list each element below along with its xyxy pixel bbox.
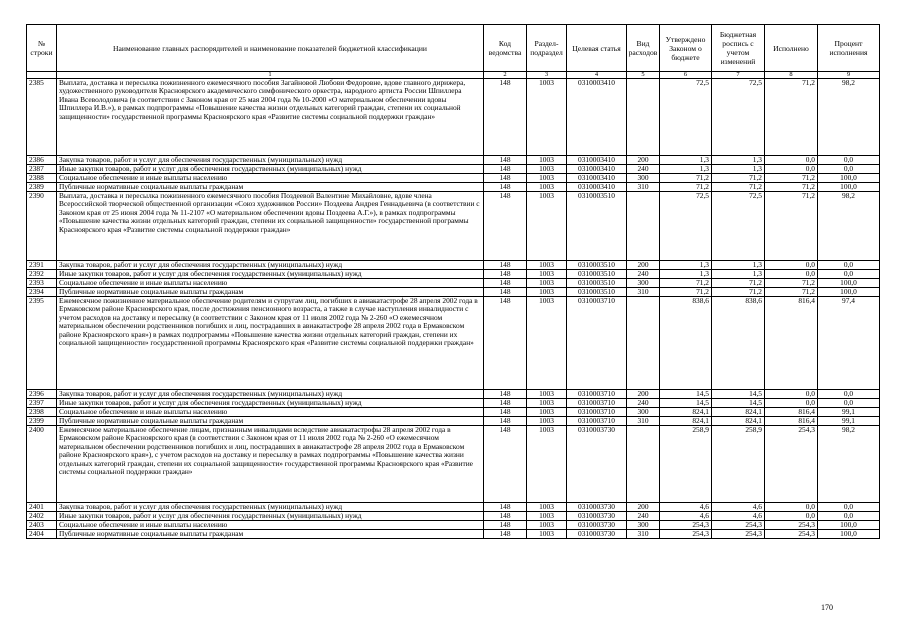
- table-header-row: [27, 25, 880, 72]
- executed-cell: 816,4: [765, 417, 818, 426]
- department-code-cell: 148: [484, 417, 527, 426]
- budget-schedule-cell: 71,2: [712, 174, 765, 183]
- section-cell: 1003: [527, 530, 567, 539]
- row-name-cell: Публичные нормативные социальные выплаты гражданам: [57, 530, 484, 539]
- department-code-cell: 148: [484, 279, 527, 288]
- section-cell: 1003: [527, 288, 567, 297]
- table-row: [27, 417, 880, 426]
- row-number-cell: 2396: [27, 390, 57, 399]
- section-cell: 1003: [527, 279, 567, 288]
- section-cell: 1003: [527, 521, 567, 530]
- section-cell: 1003: [527, 426, 567, 503]
- section-cell: 1003: [527, 183, 567, 192]
- budget-document: [26, 24, 879, 539]
- row-name-cell: Закупка товаров, работ и услуг для обеспечения государственных (муниципальных) нужд: [57, 156, 484, 165]
- row-number-cell: 2392: [27, 270, 57, 279]
- executed-cell: 0,0: [765, 261, 818, 270]
- approved-cell: 1,3: [660, 261, 712, 270]
- executed-cell: 0,0: [765, 270, 818, 279]
- percent-cell: 98,2: [818, 426, 880, 503]
- column-number: 5: [627, 72, 660, 79]
- section-cell: 1003: [527, 390, 567, 399]
- target-item-cell: 0310003410: [567, 183, 627, 192]
- row-name-cell: Социальное обеспечение и иные выплаты населению: [57, 408, 484, 417]
- executed-cell: 0,0: [765, 512, 818, 521]
- row-number-cell: 2395: [27, 297, 57, 390]
- target-item-cell: 0310003730: [567, 512, 627, 521]
- approved-cell: 72,5: [660, 192, 712, 261]
- target-item-cell: 0310003510: [567, 270, 627, 279]
- expense-type-cell: 300: [627, 408, 660, 417]
- target-item-cell: 0310003730: [567, 503, 627, 512]
- approved-cell: 71,2: [660, 174, 712, 183]
- budget-schedule-cell: 71,2: [712, 279, 765, 288]
- executed-cell: 0,0: [765, 390, 818, 399]
- row-number-cell: 2394: [27, 288, 57, 297]
- row-name-cell: Выплата, доставка и пересылка пожизненного ежемесячного пособия Поздеевой Валентине Михайловне, вдове члена Всероссийской творческой общественной организации «Союз художников России» Поздеева Андрея Геннадьевича (в соответствии с Законом края от 25 июня 2004 года № 11-2107 «О материальном обеспечении вдовы Поздеева А.Г.»), в рамках подпрограммы «Повышение качества жизни отдельных категорий граждан, степени их социальной защищенности» государственной программы Красноярского края «Развитие системы социальной поддержки граждан»: [57, 192, 484, 261]
- row-number-cell: 2398: [27, 408, 57, 417]
- expense-type-cell: 200: [627, 503, 660, 512]
- target-item-cell: 0310003730: [567, 530, 627, 539]
- approved-cell: 14,5: [660, 399, 712, 408]
- target-item-cell: 0310003410: [567, 79, 627, 156]
- executed-cell: 0,0: [765, 156, 818, 165]
- department-code-cell: 148: [484, 399, 527, 408]
- table-row: [27, 79, 880, 156]
- table-row: [27, 512, 880, 521]
- executed-cell: 816,4: [765, 408, 818, 417]
- table-row: [27, 297, 880, 390]
- target-item-cell: 0310003710: [567, 390, 627, 399]
- column-number: 2: [484, 72, 527, 79]
- executed-cell: 71,2: [765, 183, 818, 192]
- expense-type-cell: 240: [627, 165, 660, 174]
- expense-type-cell: 240: [627, 399, 660, 408]
- department-code-cell: 148: [484, 79, 527, 156]
- percent-cell: 100,0: [818, 279, 880, 288]
- row-name-cell: Закупка товаров, работ и услуг для обеспечения государственных (муниципальных) нужд: [57, 390, 484, 399]
- target-item-cell: 0310003410: [567, 156, 627, 165]
- department-code-cell: 148: [484, 183, 527, 192]
- table-row: [27, 183, 880, 192]
- expense-type-cell: [627, 79, 660, 156]
- approved-cell: 824,1: [660, 408, 712, 417]
- budget-schedule-cell: 254,3: [712, 521, 765, 530]
- table-row: [27, 156, 880, 165]
- budget-schedule-cell: 4,6: [712, 503, 765, 512]
- row-number-cell: 2397: [27, 399, 57, 408]
- percent-cell: 98,2: [818, 192, 880, 261]
- row-number-cell: 2387: [27, 165, 57, 174]
- department-code-cell: 148: [484, 512, 527, 521]
- target-item-cell: 0310003410: [567, 174, 627, 183]
- budget-schedule-cell: 72,5: [712, 79, 765, 156]
- section-cell: 1003: [527, 192, 567, 261]
- percent-cell: 100,0: [818, 521, 880, 530]
- row-name-cell: Социальное обеспечение и иные выплаты населению: [57, 174, 484, 183]
- approved-cell: 824,1: [660, 417, 712, 426]
- expense-type-cell: 300: [627, 174, 660, 183]
- section-cell: 1003: [527, 417, 567, 426]
- section-cell: 1003: [527, 261, 567, 270]
- target-item-cell: 0310003510: [567, 261, 627, 270]
- department-code-cell: 148: [484, 408, 527, 417]
- column-number: 9: [818, 72, 880, 79]
- row-name-cell: Иные закупки товаров, работ и услуг для обеспечения государственных (муниципальных) нужд: [57, 270, 484, 279]
- executed-cell: 71,2: [765, 79, 818, 156]
- column-number: 4: [567, 72, 627, 79]
- expense-type-cell: 300: [627, 521, 660, 530]
- department-code-cell: 148: [484, 426, 527, 503]
- budget-schedule-cell: 1,3: [712, 156, 765, 165]
- approved-cell: 254,3: [660, 530, 712, 539]
- target-item-cell: 0310003710: [567, 417, 627, 426]
- row-name-cell: Публичные нормативные социальные выплаты гражданам: [57, 183, 484, 192]
- section-cell: 1003: [527, 297, 567, 390]
- percent-cell: 0,0: [818, 512, 880, 521]
- row-name-cell: Иные закупки товаров, работ и услуг для обеспечения государственных (муниципальных) нужд: [57, 399, 484, 408]
- row-number-cell: 2403: [27, 521, 57, 530]
- section-cell: 1003: [527, 156, 567, 165]
- header-department-code: Код ведомства: [484, 25, 527, 72]
- row-number-cell: 2390: [27, 192, 57, 261]
- header-executed: Исполнено: [765, 25, 818, 72]
- budget-schedule-cell: 258,9: [712, 426, 765, 503]
- table-row: [27, 426, 880, 503]
- percent-cell: 0,0: [818, 270, 880, 279]
- table-row: [27, 390, 880, 399]
- section-cell: 1003: [527, 399, 567, 408]
- row-number-cell: 2401: [27, 503, 57, 512]
- budget-schedule-cell: 71,2: [712, 288, 765, 297]
- executed-cell: 0,0: [765, 399, 818, 408]
- header-target-item: Целевая статья: [567, 25, 627, 72]
- percent-cell: 99,1: [818, 408, 880, 417]
- table-row: [27, 530, 880, 539]
- section-cell: 1003: [527, 174, 567, 183]
- department-code-cell: 148: [484, 270, 527, 279]
- section-cell: 1003: [527, 512, 567, 521]
- percent-cell: 98,2: [818, 79, 880, 156]
- expense-type-cell: [627, 297, 660, 390]
- executed-cell: 71,2: [765, 279, 818, 288]
- approved-cell: 1,3: [660, 270, 712, 279]
- table-row: [27, 270, 880, 279]
- target-item-cell: 0310003510: [567, 279, 627, 288]
- table-row: [27, 288, 880, 297]
- department-code-cell: 148: [484, 297, 527, 390]
- department-code-cell: 148: [484, 521, 527, 530]
- table-row: [27, 399, 880, 408]
- percent-cell: 100,0: [818, 530, 880, 539]
- approved-cell: 71,2: [660, 183, 712, 192]
- executed-cell: 254,3: [765, 426, 818, 503]
- row-name-cell: Выплата, доставка и пересылка пожизненного ежемесячного пособия Загайновой Любови Федоровне, вдове главного дирижера, художественного руководителя Красноярского академического симфонического оркестра, народного артиста России Шпиллера Ивана Всеволодовича (в соответствии с Законом края от 25 мая 2004 года № 10-2000 «О материальном обеспечении вдовы Шпиллера И.В.»), в рамках подпрограммы «Повышение качества жизни отдельных категорий граждан, степени их социальной защищенности» государственной программы Красноярского края «Развитие системы социальной поддержки граждан»: [57, 79, 484, 156]
- target-item-cell: 0310003730: [567, 426, 627, 503]
- percent-cell: 100,0: [818, 174, 880, 183]
- executed-cell: 0,0: [765, 503, 818, 512]
- budget-schedule-cell: 838,6: [712, 297, 765, 390]
- row-number-cell: 2404: [27, 530, 57, 539]
- table-row: [27, 279, 880, 288]
- row-name-cell: Ежемесячное материальное обеспечение лицам, признанным инвалидами вследствие авиакатастрофы 28 апреля 2002 года в Ермаковском районе Красноярского края (в соответствии с Законом края от 11 июля 2002 года № 2-260 «О ежемесячном материальном обеспечении родственников погибших и лиц, пострадавших в авиакатастрофе 28 апреля 2002 года в Ермаковском районе Красноярского края»), с учетом расходов на доставку и пересылку в рамках подпрограммы «Повышение качества жизни отдельных категорий граждан, степени их социальной защищенности» государственной программы Красноярского края «Развитие системы социальной поддержки граждан»: [57, 426, 484, 503]
- column-number: 8: [765, 72, 818, 79]
- budget-schedule-cell: 1,3: [712, 165, 765, 174]
- percent-cell: 100,0: [818, 288, 880, 297]
- header-budget-schedule: Бюджетная роспись с учетом изменений: [712, 25, 765, 72]
- row-number-cell: 2389: [27, 183, 57, 192]
- expense-type-cell: 200: [627, 390, 660, 399]
- budget-schedule-cell: 71,2: [712, 183, 765, 192]
- expense-type-cell: [627, 426, 660, 503]
- percent-cell: 97,4: [818, 297, 880, 390]
- approved-cell: 258,9: [660, 426, 712, 503]
- table-row: [27, 174, 880, 183]
- budget-schedule-cell: 824,1: [712, 408, 765, 417]
- header-percent: Процент исполнения: [818, 25, 880, 72]
- table-row: [27, 165, 880, 174]
- target-item-cell: 0310003710: [567, 408, 627, 417]
- percent-cell: 0,0: [818, 503, 880, 512]
- executed-cell: 254,3: [765, 521, 818, 530]
- header-section: Раздел-подраздел: [527, 25, 567, 72]
- section-cell: 1003: [527, 270, 567, 279]
- table-body: [27, 79, 880, 539]
- approved-cell: 838,6: [660, 297, 712, 390]
- table-row: [27, 408, 880, 417]
- approved-cell: 71,2: [660, 279, 712, 288]
- column-number: 3: [527, 72, 567, 79]
- approved-cell: 14,5: [660, 390, 712, 399]
- column-number: 6: [660, 72, 712, 79]
- target-item-cell: 0310003730: [567, 521, 627, 530]
- executed-cell: 71,2: [765, 192, 818, 261]
- expense-type-cell: 200: [627, 156, 660, 165]
- expense-type-cell: 300: [627, 279, 660, 288]
- page-number: 170: [821, 603, 833, 612]
- table-row: [27, 521, 880, 530]
- expense-type-cell: [627, 192, 660, 261]
- column-number: 1: [57, 72, 484, 79]
- percent-cell: 99,1: [818, 417, 880, 426]
- budget-schedule-cell: 4,6: [712, 512, 765, 521]
- percent-cell: 100,0: [818, 183, 880, 192]
- executed-cell: 71,2: [765, 174, 818, 183]
- row-number-cell: 2402: [27, 512, 57, 521]
- budget-schedule-cell: 1,3: [712, 261, 765, 270]
- approved-cell: 254,3: [660, 521, 712, 530]
- department-code-cell: 148: [484, 390, 527, 399]
- executed-cell: 0,0: [765, 165, 818, 174]
- column-number: 7: [712, 72, 765, 79]
- table-row: [27, 192, 880, 261]
- expense-type-cell: 310: [627, 288, 660, 297]
- section-cell: 1003: [527, 79, 567, 156]
- percent-cell: 0,0: [818, 399, 880, 408]
- row-number-cell: 2386: [27, 156, 57, 165]
- row-name-cell: Социальное обеспечение и иные выплаты населению: [57, 521, 484, 530]
- budget-schedule-cell: 14,5: [712, 390, 765, 399]
- budget-schedule-cell: 824,1: [712, 417, 765, 426]
- department-code-cell: 148: [484, 530, 527, 539]
- row-number-cell: 2388: [27, 174, 57, 183]
- target-item-cell: 0310003510: [567, 288, 627, 297]
- row-name-cell: Публичные нормативные социальные выплаты гражданам: [57, 288, 484, 297]
- percent-cell: 0,0: [818, 165, 880, 174]
- row-number-cell: 2391: [27, 261, 57, 270]
- table-row: [27, 503, 880, 512]
- expense-type-cell: 240: [627, 512, 660, 521]
- row-name-cell: Закупка товаров, работ и услуг для обеспечения государственных (муниципальных) нужд: [57, 261, 484, 270]
- department-code-cell: 148: [484, 288, 527, 297]
- department-code-cell: 148: [484, 503, 527, 512]
- row-number-cell: 2400: [27, 426, 57, 503]
- executed-cell: 816,4: [765, 297, 818, 390]
- approved-cell: 1,3: [660, 165, 712, 174]
- column-number: [27, 72, 57, 79]
- budget-schedule-cell: 72,5: [712, 192, 765, 261]
- budget-schedule-cell: 1,3: [712, 270, 765, 279]
- approved-cell: 4,6: [660, 503, 712, 512]
- department-code-cell: 148: [484, 174, 527, 183]
- target-item-cell: 0310003510: [567, 192, 627, 261]
- row-number-cell: 2385: [27, 79, 57, 156]
- header-name: Наименование главных распорядителей и наименование показателей бюджетной классификации: [57, 25, 484, 72]
- approved-cell: 71,2: [660, 288, 712, 297]
- expense-type-cell: 200: [627, 261, 660, 270]
- approved-cell: 72,5: [660, 79, 712, 156]
- department-code-cell: 148: [484, 192, 527, 261]
- budget-schedule-cell: 254,3: [712, 530, 765, 539]
- budget-schedule-cell: 14,5: [712, 399, 765, 408]
- expense-type-cell: 240: [627, 270, 660, 279]
- executed-cell: 254,3: [765, 530, 818, 539]
- section-cell: 1003: [527, 408, 567, 417]
- column-number-row: [27, 72, 880, 79]
- row-number-cell: 2393: [27, 279, 57, 288]
- expense-type-cell: 310: [627, 183, 660, 192]
- row-name-cell: Ежемесячное пожизненное материальное обеспечение родителям и супругам лиц, погибших в авиакатастрофе 28 апреля 2002 года в Ермаковском районе Красноярского края, после достижения пенсионного возраста, а также в случае наступления инвалидности с учетом расходов на доставку и пересылку (в соответствии с Законом края от 11 июля 2002 года № 2-260 «О ежемесячном материальном обеспечении родственников погибших и лиц, пострадавших в авиакатастрофе 28 апреля 2002 года в Ермаковском районе Красноярского края») в рамках подпрограммы «Повышение качества жизни отдельных категорий граждан, степени их социальной защищенности» государственной программы Красноярского края «Развитие системы социальной поддержки граждан»: [57, 297, 484, 390]
- header-approved: Утверждено Законом о бюджете: [660, 25, 712, 72]
- row-name-cell: Закупка товаров, работ и услуг для обеспечения государственных (муниципальных) нужд: [57, 503, 484, 512]
- percent-cell: 0,0: [818, 390, 880, 399]
- row-name-cell: Публичные нормативные социальные выплаты гражданам: [57, 417, 484, 426]
- row-name-cell: Социальное обеспечение и иные выплаты населению: [57, 279, 484, 288]
- department-code-cell: 148: [484, 165, 527, 174]
- table-row: [27, 261, 880, 270]
- executed-cell: 71,2: [765, 288, 818, 297]
- expense-type-cell: 310: [627, 530, 660, 539]
- target-item-cell: 0310003710: [567, 399, 627, 408]
- percent-cell: 0,0: [818, 261, 880, 270]
- expense-type-cell: 310: [627, 417, 660, 426]
- department-code-cell: 148: [484, 261, 527, 270]
- section-cell: 1003: [527, 503, 567, 512]
- section-cell: 1003: [527, 165, 567, 174]
- header-expense-type: Вид расходов: [627, 25, 660, 72]
- target-item-cell: 0310003410: [567, 165, 627, 174]
- header-row-number: № строки: [27, 25, 57, 72]
- row-name-cell: Иные закупки товаров, работ и услуг для обеспечения государственных (муниципальных) нужд: [57, 165, 484, 174]
- row-name-cell: Иные закупки товаров, работ и услуг для обеспечения государственных (муниципальных) нужд: [57, 512, 484, 521]
- department-code-cell: 148: [484, 156, 527, 165]
- row-number-cell: 2399: [27, 417, 57, 426]
- approved-cell: 1,3: [660, 156, 712, 165]
- approved-cell: 4,6: [660, 512, 712, 521]
- percent-cell: 0,0: [818, 156, 880, 165]
- budget-table: [26, 24, 880, 539]
- target-item-cell: 0310003710: [567, 297, 627, 390]
